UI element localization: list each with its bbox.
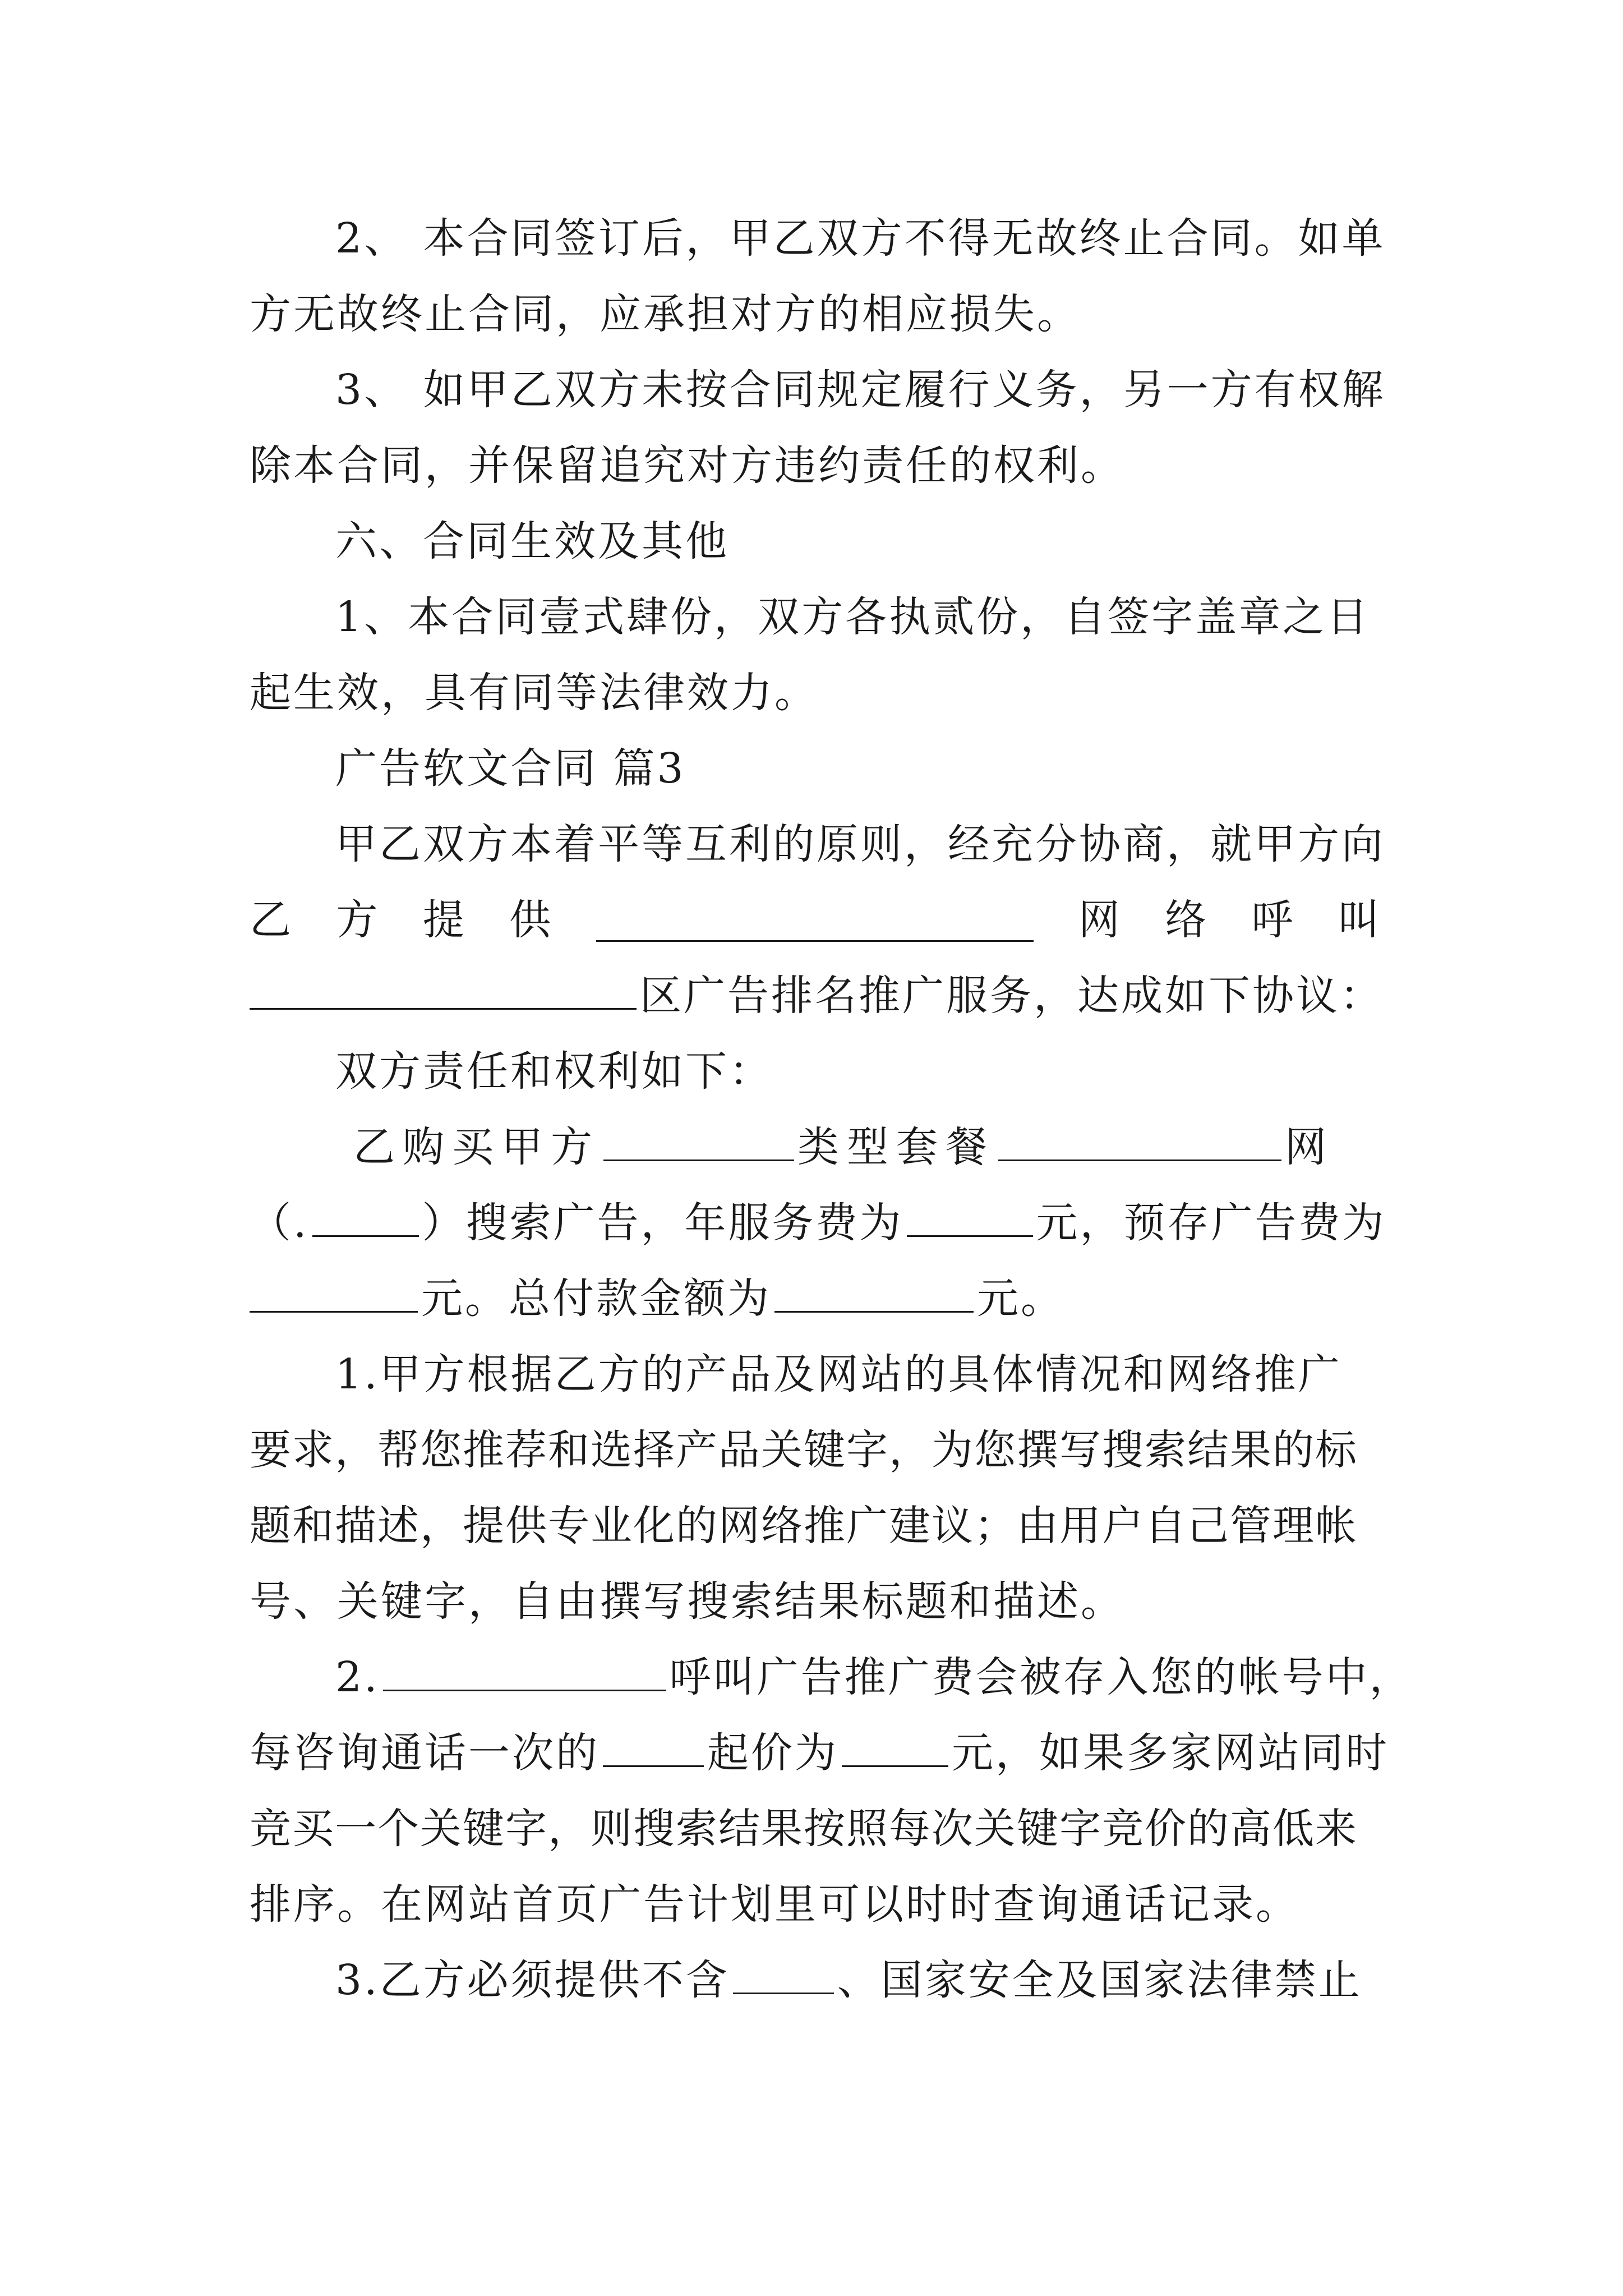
preamble-char: 方 [336, 896, 378, 944]
item-text: 呼叫广告推广费会被存入您的帐号中， [669, 1653, 1413, 1701]
fill-blank [733, 1951, 834, 1994]
responsibilities-heading: 双方责任和权利如下： [335, 1047, 773, 1096]
item-2-line-4: 排序。在网站首页广告计划里可以时时查询通话记录。 [250, 1880, 1299, 1929]
purchase-line-1 [353, 1108, 1380, 1186]
preamble-char: 网 [1078, 896, 1120, 944]
clause-5-3-line-1: 3、 如甲乙双方未按合同规定履行义务，另一方有权解 [335, 366, 1386, 414]
fill-blank [603, 1118, 794, 1161]
purchase-text: 类型套餐 [797, 1123, 995, 1171]
preamble-line-3 [250, 956, 1384, 1035]
purchase-text: 网 [1285, 1123, 1329, 1171]
item-text: 2. [335, 1653, 380, 1701]
purchase-text: 乙购买甲方 [353, 1123, 600, 1171]
purchase-text: 元。 [977, 1274, 1064, 1323]
item-1-line-4: 号、关键字，自由撰写搜索结果标题和描述。 [250, 1577, 1124, 1626]
preamble-char: 络 [1165, 896, 1207, 944]
fill-blank [312, 1194, 419, 1237]
fill-blank [842, 1724, 948, 1767]
clause-5-3-line-2: 除本合同，并保留追究对方违约责任的权利。 [250, 441, 1124, 490]
fill-blank [383, 1648, 666, 1691]
clause-5-2-line-2: 方无故终止合同，应承担对方的相应损失。 [250, 290, 1081, 338]
purchase-line-2 [250, 1184, 1386, 1262]
purchase-text: 元。总付款金额为 [421, 1274, 771, 1323]
item-text: 元，如果多家网站同时 [952, 1729, 1389, 1777]
item-2-line-3: 竞买一个关键字，则搜索结果按照每次关键字竞价的高低来 [250, 1805, 1358, 1853]
preamble-char: 供 [509, 896, 551, 944]
clause-5-2-line-1: 2、 本合同签订后，甲乙双方不得无故终止合同。如单 [335, 214, 1386, 263]
preamble-line-1: 甲乙双方本着平等互利的原则，经充分协商，就甲方向 [335, 820, 1385, 868]
preamble-char: 提 [422, 896, 464, 944]
item-text: 起价为 [707, 1729, 838, 1777]
item-2-line-2 [250, 1714, 1389, 1792]
fill-blank [998, 1118, 1281, 1161]
preamble-text: 区广告排名推广服务，达成如下协议： [640, 972, 1384, 1020]
clause-6-1-line-1: 1、本合同壹式肆份，双方各执贰份，自签字盖章之日 [335, 593, 1371, 641]
preamble-line-2 [250, 881, 1380, 959]
item-text: 、国家安全及国家法律禁止 [837, 1956, 1362, 2004]
preamble-char: 叫 [1338, 896, 1380, 944]
purchase-text: ）搜索广告，年服务费为 [422, 1199, 903, 1247]
fill-blank [596, 899, 1034, 942]
item-text: 3.乙方必须提供不含 [335, 1956, 730, 2004]
fill-blank [774, 1269, 974, 1313]
preamble-char: 乙 [250, 896, 291, 944]
fill-blank [603, 1724, 704, 1767]
contract-title: 广告软文合同 篇3 [335, 744, 686, 793]
item-2-line-1 [335, 1638, 1413, 1717]
fill-blank [250, 1269, 418, 1313]
clause-6-1-line-2: 起生效，具有同等法律效力。 [250, 669, 818, 717]
item-1-line-2: 要求，帮您推荐和选择产品关键字，为您撰写搜索结果的标 [250, 1426, 1358, 1474]
purchase-text: （. [250, 1199, 309, 1247]
item-text: 每咨询通话一次的 [250, 1729, 600, 1777]
purchase-line-3 [250, 1259, 1380, 1338]
fill-blank [250, 967, 637, 1010]
item-1-line-1: 1.甲方根据乙方的产品及网站的具体情况和网络推广 [335, 1350, 1342, 1398]
fill-blank [907, 1194, 1033, 1237]
item-3-line-1 [335, 1941, 1380, 2019]
preamble-char: 呼 [1251, 896, 1293, 944]
section-six-heading: 六、合同生效及其他 [335, 517, 729, 565]
purchase-text: 元，预存广告费为 [1036, 1199, 1386, 1247]
item-1-line-3: 题和描述，提供专业化的网络推广建议；由用户自己管理帐 [250, 1502, 1358, 1550]
